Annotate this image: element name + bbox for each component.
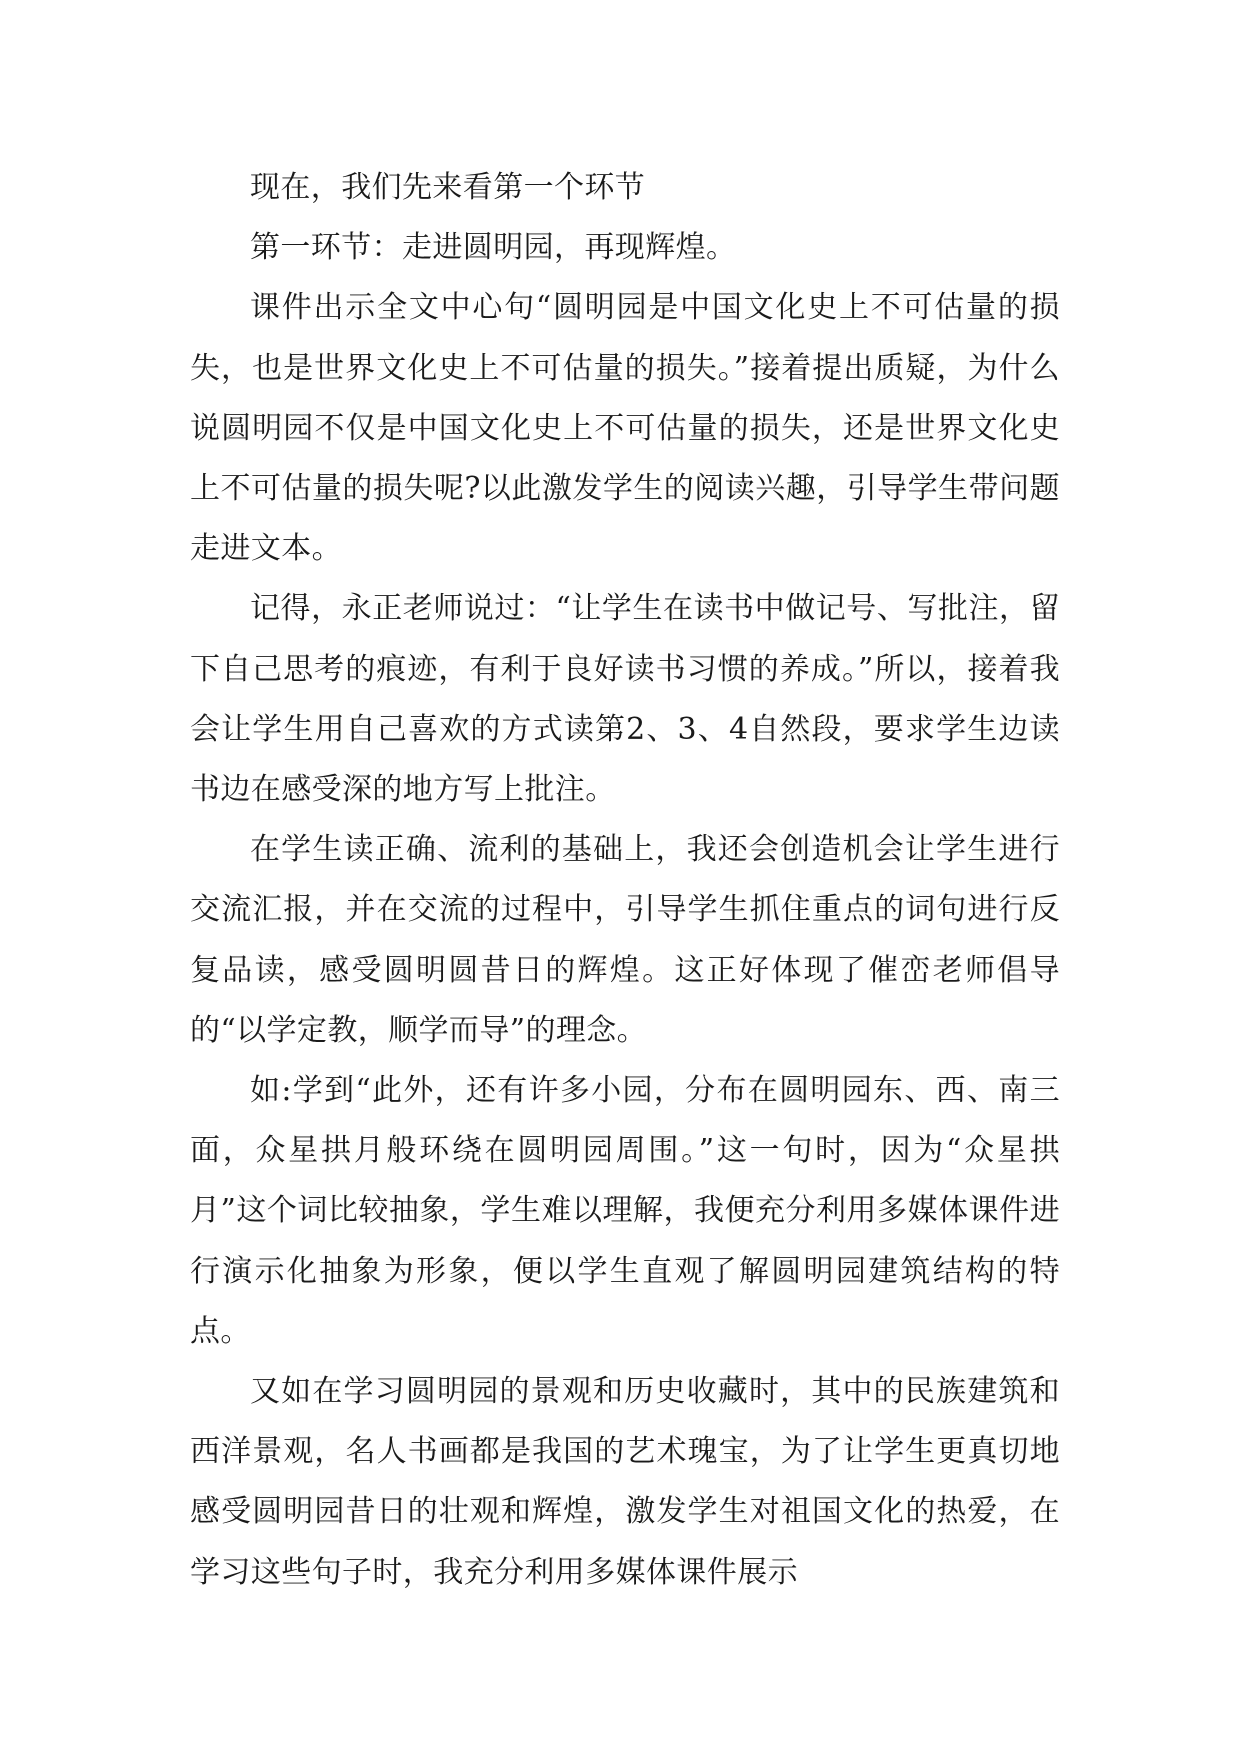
paragraph: 课件出示全文中心句“圆明园是中国文化史上不可估量的损失，也是世界文化史上不可估量的损失。”接着提出质疑，为什么说圆明园不仅是中国文化史上不可估量的损失，还是世界文化史上不可估量的损失呢?以此激发学生的阅读兴趣，引导学生带问题走进文本。	[190, 290, 1060, 567]
paragraph: 又如在学习圆明园的景观和历史收藏时，其中的民族建筑和西洋景观，名人书画都是我国的艺术瑰宝，为了让学生更真切地感受圆明园昔日的壮观和辉煌，激发学生对祖国文化的热爱，在学习这些句子时，我充分利用多媒体课件展示	[190, 1374, 1060, 1590]
paragraph: 第一环节：走进圆明园，再现辉煌。	[250, 230, 737, 266]
paragraph: 在学生读正确、流利的基础上，我还会创造机会让学生进行交流汇报，并在交流的过程中，引导学生抓住重点的词句进行反复品读，感受圆明圆昔日的辉煌。这正好体现了催峦老师倡导的“以学定教，顺学而导”的理念。	[190, 832, 1060, 1048]
paragraph: 现在，我们先来看第一个环节	[250, 170, 646, 205]
document-body	[190, 158, 1060, 1603]
paragraph: 如:学到“此外，还有许多小园，分布在圆明园东、西、南三面，众星拱月般环绕在圆明园周围。”这一句时，因为“众星拱月”这个词比较抽象，学生难以理解，我便充分利用多媒体课件进行演示化抽象为形象，便以学生直观了解圆明园建筑结构的特点。	[190, 1073, 1060, 1349]
paragraph: 记得，永正老师说过：“让学生在读书中做记号、写批注，留下自己思考的痕迹，有利于良好读书习惯的养成。”所以，接着我会让学生用自己喜欢的方式读第2、3、4自然段，要求学生边读书边在感受深的地方写上批注。	[190, 591, 1060, 808]
